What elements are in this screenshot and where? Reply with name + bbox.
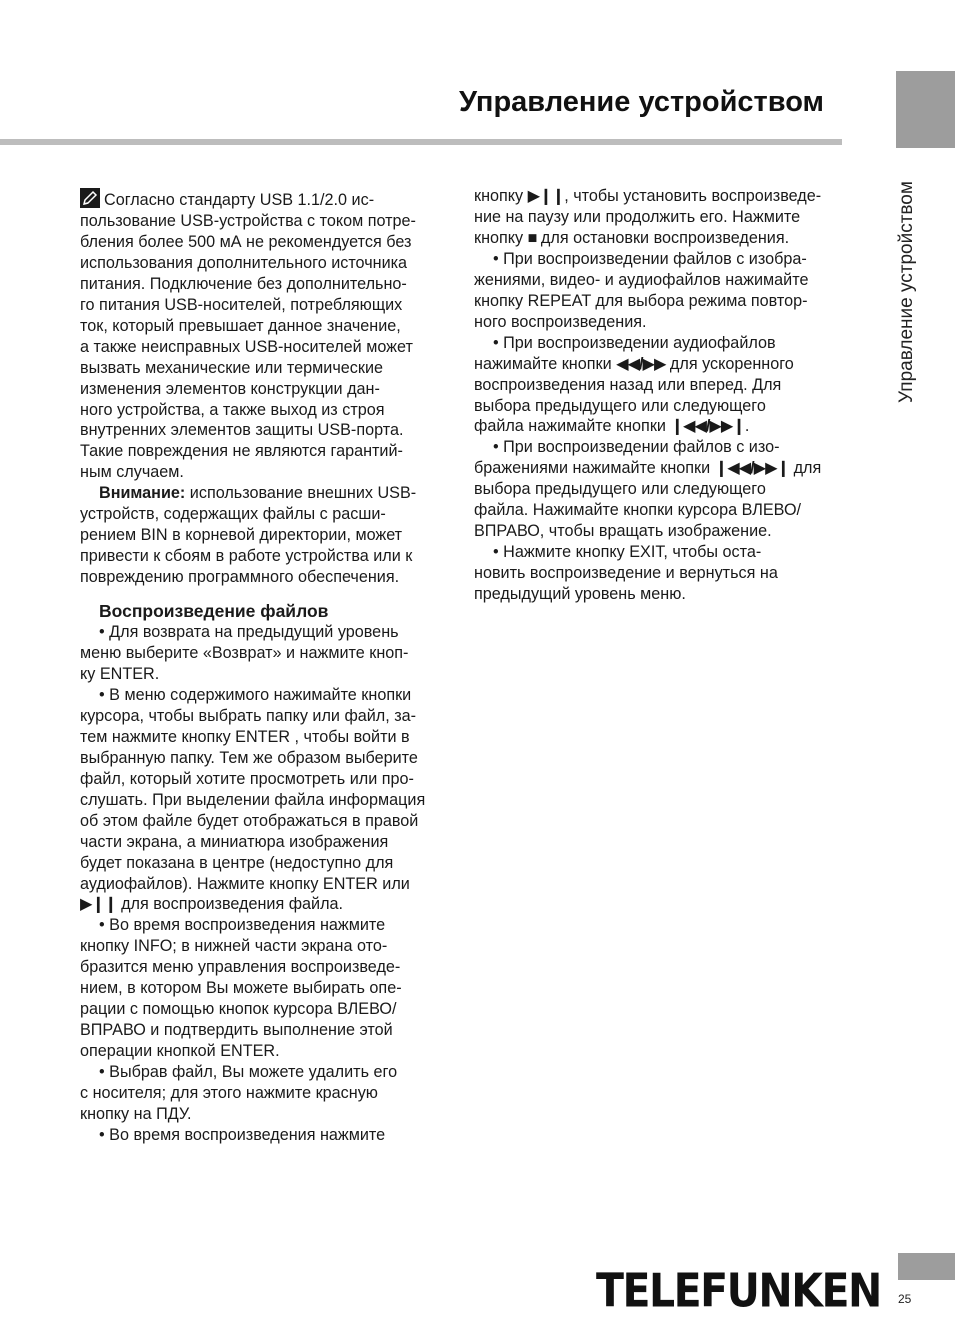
bullet-line: меню выберите «Возврат» и нажмите кноп-: [80, 644, 409, 663]
bullet-line: курсора, чтобы выбрать папку или файл, за-: [80, 706, 417, 725]
bullet-line: ного воспроизведения.: [474, 312, 647, 331]
bullet-line: бразится меню управления воспроизведе-: [80, 958, 401, 977]
bullet-line: слушать. При выделении файла информация: [80, 790, 426, 809]
note-line: бления более 500 мА не рекомендуется без: [80, 232, 412, 251]
bullet-line: новить воспроизведение и вернуться на: [474, 564, 778, 583]
body-line: ние на паузу или продолжить его. Нажмите: [474, 207, 801, 226]
bullet-line: ВПРАВО, чтобы вращать изображение.: [474, 522, 772, 541]
bullet-line: ▶❙❙ для воспроизведения файла.: [80, 895, 344, 914]
note-line: Такие повреждения не являются гарантий-: [80, 442, 403, 461]
bullet-line: • При воспроизведении файлов с изобра-: [493, 249, 807, 268]
bullet-line: ку ENTER.: [80, 664, 160, 683]
body-line: кнопку ▶❙❙, чтобы установить воспроизведе-: [474, 187, 822, 205]
bullet-line: • Для возврата на предыдущий уровень: [99, 623, 399, 642]
note-line: пользование USB-устройства с током потре-: [80, 211, 416, 230]
bullet-line: нием, в котором Вы можете выбирать опе-: [80, 979, 402, 998]
note-line: изменения элементов конструкции дан-: [80, 379, 380, 398]
header-rule: [0, 139, 842, 145]
left-column: [80, 188, 452, 1146]
bullet-line: ВПРАВО и подтвердить выполнение этой: [80, 1021, 393, 1040]
brand-logo: TELEFUNKEN: [596, 1264, 881, 1318]
bullet-line: тем нажмите кнопку ENTER , чтобы войти в: [80, 727, 410, 746]
warning-line: повреждению программного обеспечения.: [80, 568, 400, 587]
bullet-line: части экрана, а миниатюра изображения: [80, 832, 389, 851]
bullet-line: выбора предыдущего или следующего: [474, 396, 766, 415]
side-tab-marker: [896, 71, 955, 148]
note-line-1: [80, 188, 452, 211]
page-tab-marker: [898, 1253, 955, 1280]
bullet-line: кнопку на ПДУ.: [80, 1104, 192, 1123]
prev-next-icon: ❙◀◀/▶▶❙: [670, 417, 745, 436]
note-line: вызвать механические или термические: [80, 358, 383, 377]
note-line: ток, который превышает данное значение,: [80, 316, 401, 335]
bullet-line: выбранную папку. Тем же образом выберите: [80, 748, 418, 767]
note-line: ным случаем.: [80, 463, 184, 482]
note-line: а также неисправных USB-носителей может: [80, 337, 413, 356]
bullet-line: нажимайте кнопки ◀◀/▶▶ для ускоренного: [474, 354, 794, 373]
bullet-line: • Во время воспроизведения нажмите: [99, 1125, 386, 1144]
bullet-line: • Нажмите кнопку EXIT, чтобы оста-: [493, 543, 762, 562]
bullet-line: операции кнопкой ENTER.: [80, 1042, 280, 1061]
page-title: Управление устройством: [459, 86, 824, 118]
bullet-line: об этом файле будет отображаться в правой: [80, 811, 419, 830]
bullet-line: с носителя; для этого нажмите красную: [80, 1084, 378, 1103]
bullet-line: кнопку REPEAT для выбора режима повтор-: [474, 291, 808, 310]
note-line: питания. Подключение без дополнительно-: [80, 274, 407, 293]
bullet-line: будет показана в центре (недоступно для: [80, 853, 394, 872]
rewind-forward-icon: ◀◀/▶▶: [616, 354, 666, 373]
stop-icon: ■: [527, 228, 537, 247]
bullet-line: • В меню содержимого нажимайте кнопки: [99, 685, 412, 704]
bullet-line: выбора предыдущего или следующего: [474, 480, 766, 499]
bullet-line: аудиофайлов). Нажмите кнопку ENTER или: [80, 874, 410, 893]
side-section-label: Управление устройством: [896, 181, 917, 403]
bullet-line: • При воспроизведении файлов с изо-: [493, 438, 780, 457]
body-line: кнопку ■ для остановки воспроизведения.: [474, 228, 790, 247]
note-text: Согласно стандарту USB 1.1/2.0 ис-: [104, 191, 375, 209]
warning-line-1: Внимание: использование внешних USB-: [99, 484, 417, 503]
bullet-line: файла нажимайте кнопки ❙◀◀/▶▶❙.: [474, 417, 750, 436]
section-heading: Воспроизведение файлов: [99, 601, 329, 622]
right-column: [474, 186, 846, 605]
bullet-line: • Выбрав файл, Вы можете удалить его: [99, 1063, 398, 1082]
warning-line: привести к сбоям в работе устройства или к: [80, 547, 413, 566]
play-pause-icon: ▶❙❙: [527, 187, 565, 205]
bullet-line: воспроизведения назад или вперед. Для: [474, 375, 782, 394]
note-line: внутренних элементов защиты USB-порта.: [80, 421, 404, 440]
note-line: ного устройства, а также выход из строя: [80, 400, 385, 419]
bullet-line: жениями, видео- и аудиофайлов нажимайте: [474, 270, 809, 289]
bullet-line: предыдущий уровень меню.: [474, 585, 686, 604]
bullet-line: бражениями нажимайте кнопки ❙◀◀/▶▶❙ для: [474, 459, 822, 478]
note-line: го питания USB-носителей, потребляющих: [80, 295, 403, 314]
play-pause-icon: ▶❙❙: [80, 895, 117, 914]
warning-line: устройств, содержащих файлы с расши-: [80, 505, 386, 524]
bullet-line: файла. Нажимайте кнопки курсора ВЛЕВО/: [474, 501, 802, 520]
bullet-line: кнопку INFO; в нижней части экрана ото-: [80, 937, 388, 956]
note-line: использования дополнительного источника: [80, 253, 408, 272]
bullet-line: файл, который хотите просмотреть или про-: [80, 769, 414, 788]
bullet-line: • Во время воспроизведения нажмите: [99, 916, 386, 935]
prev-next-icon: ❙◀◀/▶▶❙: [714, 459, 790, 478]
page-number: 25: [898, 1292, 912, 1306]
bullet-line: рации с помощью кнопок курсора ВЛЕВО/: [80, 1000, 397, 1019]
warning-label: Внимание:: [99, 484, 186, 503]
warning-line: рением BIN в корневой директории, может: [80, 526, 403, 545]
note-pencil-icon: [80, 188, 100, 208]
bullet-line: • При воспроизведении аудиофайлов: [493, 333, 776, 352]
